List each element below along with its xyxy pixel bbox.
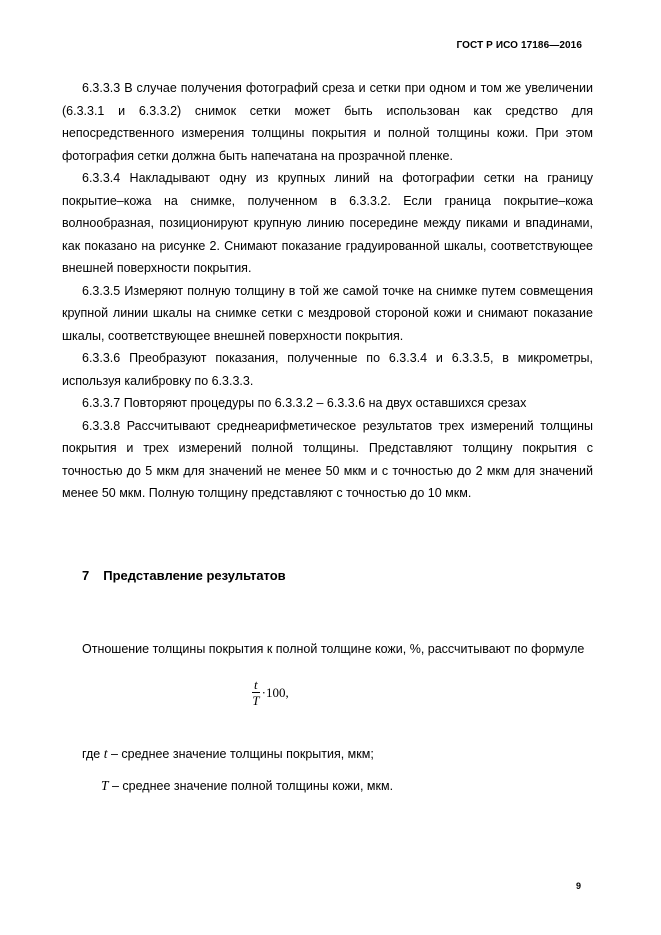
paragraph-6-3-3-4: 6.3.3.4 Накладывают одну из крупных линий на фотографии сетки на границу покрытие–кожа на снимке, полученном в 6.3.3.2. Если граница покрытие–кожа волнообразная, позиционируют крупную линию посередине между пиками и впадинами, как показано на рисунке 2. Снимают показание градуированной шкалы, соответствующее внешней поверхности покрытия. bbox=[62, 171, 593, 275]
body-text bbox=[62, 77, 593, 505]
paragraph-6-3-3-7: 6.3.3.7 Повторяют процедуры по 6.3.3.2 – 6.3.3.6 на двух оставшихся срезах bbox=[82, 396, 527, 410]
paragraph-6-3-3-3: 6.3.3.3 В случае получения фотографий среза и сетки при одном и том же увеличении (6.3.3.1 и 6.3.3.2) снимок сетки может быть использован как средство для непосредственного измерения толщины покрытия и полной толщины кожи. При этом фотография сетки должна быть напечатана на прозрачной пленке. bbox=[62, 81, 593, 163]
document-header: ГОСТ Р ИСО 17186—2016 bbox=[456, 40, 582, 51]
definition-text-t: – среднее значение толщины покрытия, мкм; bbox=[110, 747, 374, 761]
section-title: Представление результатов bbox=[103, 568, 286, 583]
formula-denominator: T bbox=[252, 693, 260, 708]
ratio-formula bbox=[252, 678, 289, 707]
definition-t bbox=[82, 745, 374, 763]
definition-text-T: – среднее значение полной толщины кожи, мкм. bbox=[112, 779, 394, 793]
paragraph-6-3-3-6: 6.3.3.6 Преобразуют показания, полученные по 6.3.3.4 и 6.3.3.5, в микрометры, используя калибровку по 6.3.3.3. bbox=[62, 351, 593, 388]
section-number: 7 bbox=[82, 568, 90, 583]
page-number: 9 bbox=[575, 881, 581, 891]
section-heading bbox=[82, 568, 286, 583]
paragraph-6-3-3-8: 6.3.3.8 Рассчитывают среднеарифметическое результатов трех измерений толщины покрытия и трех измерений полной толщины. Представляют толщину покрытия с точностью до 5 мкм для значений не менее 50 мкм и с точностью до 2 мкм для значений менее 50 мкм. Полную толщину представляют с точностью до 10 мкм. bbox=[62, 418, 593, 500]
formula-fraction bbox=[252, 678, 260, 707]
formula-numerator: t bbox=[254, 677, 258, 692]
definition-symbol-T: T bbox=[101, 778, 109, 793]
definition-T bbox=[101, 777, 393, 795]
formula-multiplier: ·100, bbox=[261, 684, 289, 700]
paragraph-6-3-3-5: 6.3.3.5 Измеряют полную толщину в той же самой точке на снимке путем совмещения крупной линии шкалы на снимке сетки с мездровой стороной кожи и снимают показание шкалы, соответствующее внешней поверхности покрытия. bbox=[62, 283, 593, 343]
formula-intro: Отношение толщины покрытия к полной толщине кожи, %, рассчитывают по формуле bbox=[82, 641, 585, 656]
definition-prefix: где bbox=[82, 747, 101, 761]
definition-symbol-t: t bbox=[103, 746, 108, 761]
